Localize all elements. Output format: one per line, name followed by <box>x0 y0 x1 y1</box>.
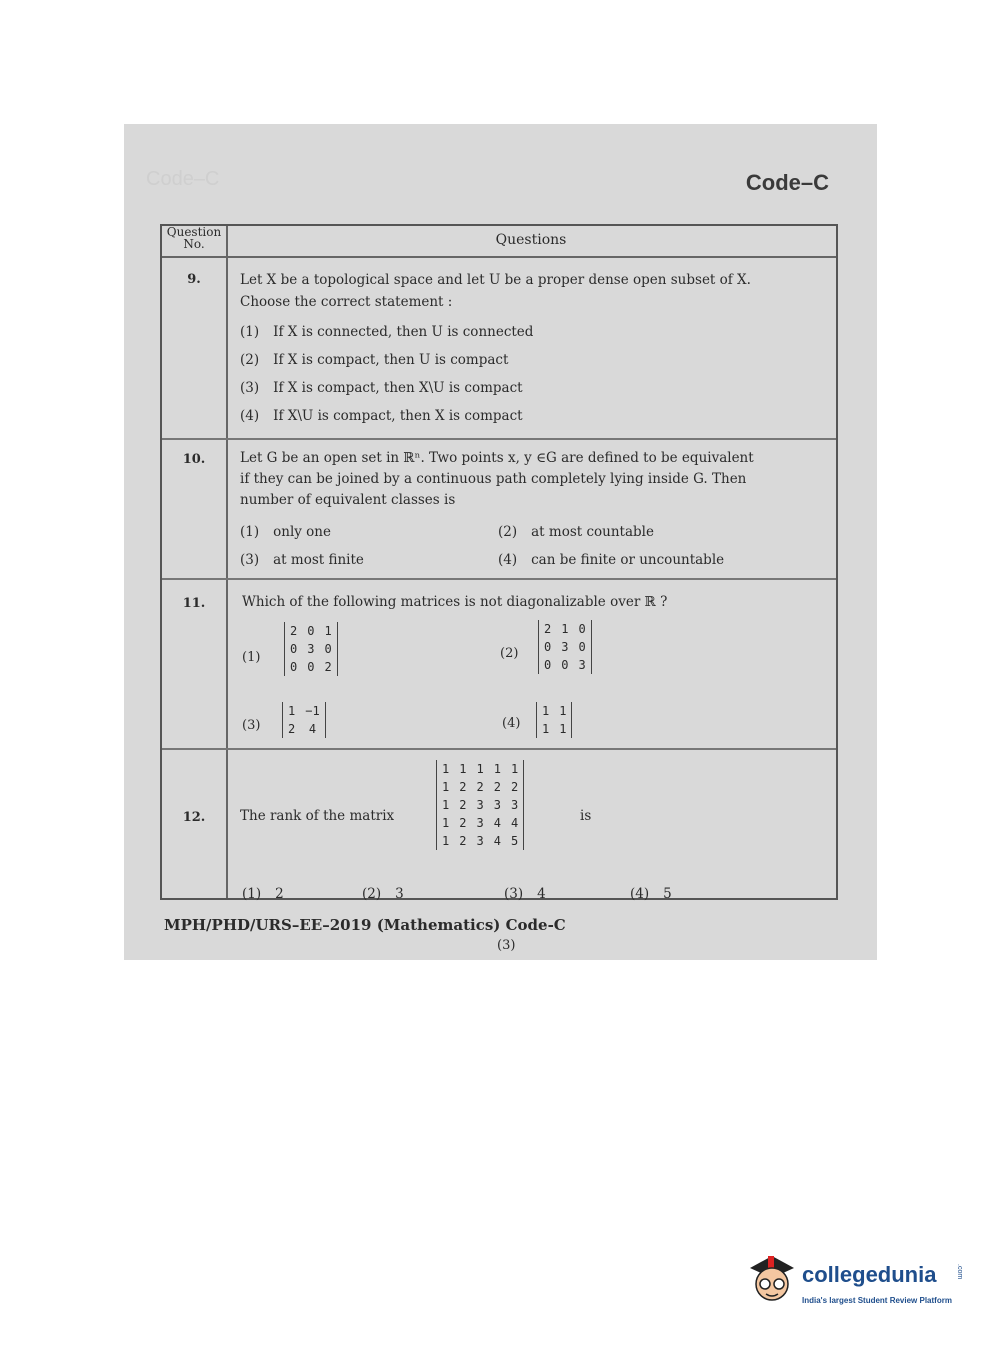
q9-option-3: (3) If X is compact, then X\U is compact <box>240 380 523 396</box>
question-number-12: 12. <box>182 810 206 825</box>
q11-matrix-3: 1 −1 2 4 <box>282 702 326 738</box>
q9-line-2: Choose the correct statement : <box>240 294 453 310</box>
q10-option-3: (3) at most finite <box>240 552 364 568</box>
header-question-no: Question No. <box>166 225 222 251</box>
logo-com: .com <box>956 1264 963 1280</box>
ghost-code-text: Code–C <box>146 168 220 190</box>
q11-label-2: (2) <box>500 646 519 661</box>
q11-label-1: (1) <box>242 650 261 665</box>
q12-prefix: The rank of the matrix <box>240 808 395 824</box>
question-number-9: 9. <box>187 272 201 287</box>
q10-option-4: (4) can be finite or uncountable <box>498 552 725 568</box>
table-header <box>162 226 836 258</box>
q11-label-3: (3) <box>242 718 261 733</box>
q11-line-1: Which of the following matrices is not diagonalizable over ℝ ? <box>242 594 668 610</box>
q10-line-1: Let G be an open set in ℝⁿ. Two points x, y ∈G are defined to be equivalent <box>240 450 754 466</box>
questions-table <box>160 224 838 900</box>
collegedunia-logo[interactable] <box>742 1250 972 1320</box>
exam-page-photo <box>124 124 877 960</box>
logo-tagline: India's largest Student Review Platform <box>802 1296 952 1305</box>
q12-matrix: 1 1 1 1 1 1 2 2 2 2 1 2 3 3 3 1 2 3 4 4 1 2 3 4 5 <box>436 760 524 850</box>
q11-label-4: (4) <box>502 716 521 731</box>
q9-option-4: (4) If X\U is compact, then X is compact <box>240 408 523 424</box>
paper-code: Code–C <box>745 170 829 195</box>
mascot-icon <box>742 1250 800 1314</box>
q10-line-2: if they can be joined by a continuous path completely lying inside G. Then <box>240 471 747 487</box>
q12-suffix: is <box>580 808 592 824</box>
q11-matrix-2: 2 1 0 0 3 0 0 0 3 <box>538 620 592 674</box>
q12-option-1: (1) 2 <box>242 886 284 902</box>
page-number: (3) <box>497 938 516 953</box>
q12-option-2: (2) 3 <box>362 886 404 902</box>
logo-wordmark: collegedunia <box>802 1262 937 1287</box>
paper-footer: MPH/PHD/URS–EE–2019 (Mathematics) Code-C <box>164 916 566 934</box>
header-questions: Questions <box>495 232 567 248</box>
q9-line-1: Let X be a topological space and let U be a proper dense open subset of X. <box>240 272 751 288</box>
q10-option-2: (2) at most countable <box>498 524 654 540</box>
q9-option-2: (2) If X is compact, then U is compact <box>240 352 509 368</box>
q10-option-1: (1) only one <box>240 524 331 540</box>
q11-matrix-4: 1 1 1 1 <box>536 702 572 738</box>
q10-line-3: number of equivalent classes is <box>240 492 456 508</box>
q12-option-3: (3) 4 <box>504 886 546 902</box>
q11-matrix-1: 2 0 1 0 3 0 0 0 2 <box>284 622 338 676</box>
question-number-11: 11. <box>182 596 206 611</box>
q12-option-4: (4) 5 <box>630 886 672 902</box>
q9-option-1: (1) If X is connected, then U is connected <box>240 324 534 340</box>
question-number-10: 10. <box>182 452 206 467</box>
